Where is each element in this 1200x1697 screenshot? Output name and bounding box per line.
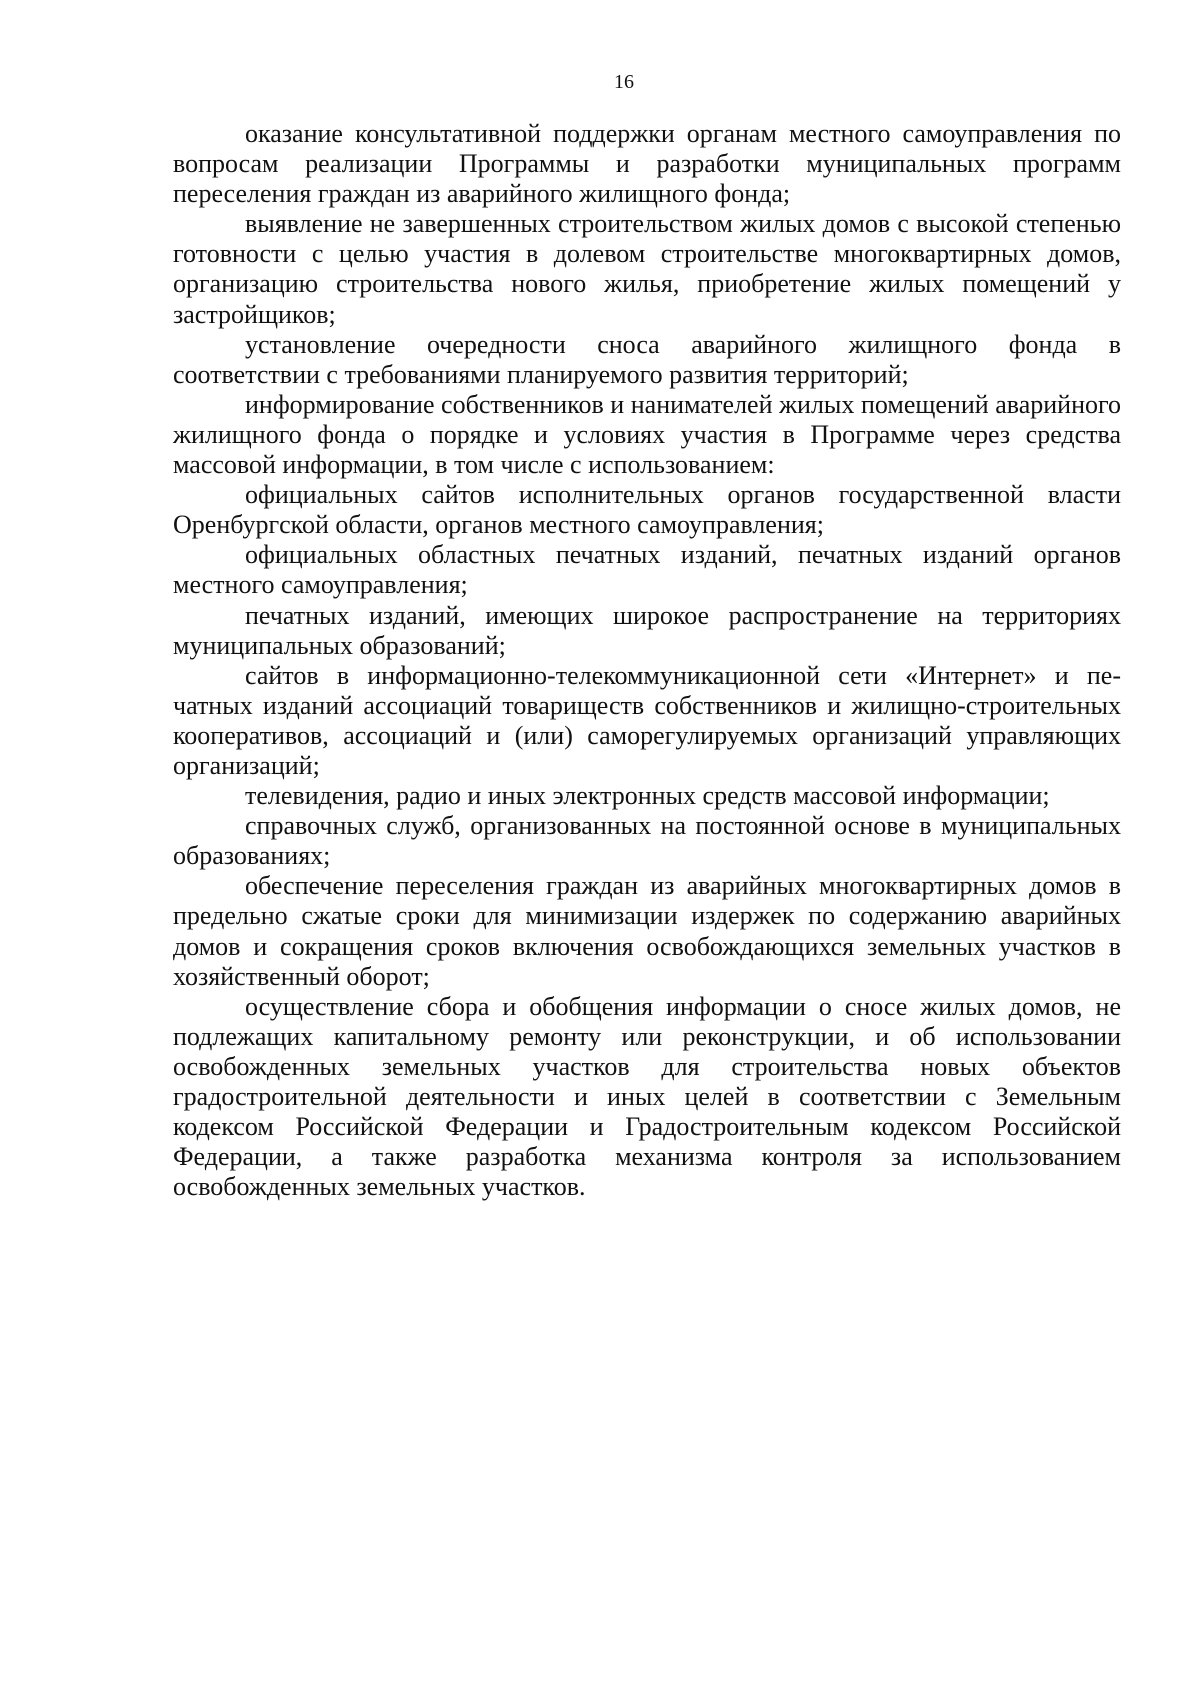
page-number: 16	[614, 71, 634, 93]
document-body	[173, 119, 1121, 1202]
paragraph-informing-owners: информирование собственников и нанимателей жилых помещений аварийного жилищного фонда о порядке и условиях участия в Программе через средства массовой информации, в том числе с использованием:	[173, 389, 1121, 480]
paragraph-demolition-info: осуществление сбора и обобщения информации о сносе жилых домов, не подлежащих капитальному ремонту или реконструкции, и об использовании освобожденных земельных участков для строительства новых объектов градостроительной деятельности и иных целей в соответствии с Земельным кодексом Российской Федерации и Градостроительным кодексом Российской Федерации, а также разработка механизма контроля за использованием освобожденных земельных участков.	[173, 991, 1121, 1202]
paragraph-official-sites: официальных сайтов исполнительных органов государственной власти Оренбургской области, органов местного самоуправления;	[173, 480, 1121, 540]
paragraph-unfinished-construction: выявление не завершенных строительством жилых домов с высокой степенью готовности с целью участия в долевом строительстве многоквартирных домов, организацию строительства нового жилья, приобретение жилых помещений у застройщиков;	[173, 209, 1121, 329]
paragraph-resettlement: обеспечение переселения граждан из аварийных многоквартирных домов в предельно сжатые сроки для минимизации издержек по содержанию аварийных домов и сокращения сроков включения освобождающихся земельных участков в хозяйственный оборот;	[173, 871, 1121, 991]
paragraph-demolition-order: установление очередности сноса аварийного жилищного фонда в соответствии с требованиями планируемого развития территорий;	[173, 329, 1121, 389]
paragraph-reference-services: справочных служб, организованных на постоянной основе в муниципальных образованиях;	[173, 811, 1121, 871]
paragraph-official-print: официальных областных печатных изданий, печатных изданий органов местного самоуправления;	[173, 540, 1121, 600]
paragraph-internet-sites: сайтов в информационно-телекоммуникационной сети «Интернет» и печатных изданий ассоциаций товариществ собственников и жилищно-строительных кооперативов, ассоциаций и (или) саморегулируемых организаций управляющих организаций;	[173, 660, 1121, 780]
paragraph-consulting-support: оказание консультативной поддержки органам местного самоуправления по вопросам реализации Программы и разработки муниципальных программ переселения граждан из аварийного жилищного фонда;	[173, 119, 1121, 209]
paragraph-television-radio: телевидения, радио и иных электронных средств массовой информации;	[245, 781, 1050, 811]
paragraph-wide-print: печатных изданий, имеющих широкое распространение на территориях муниципальных образований;	[173, 600, 1121, 660]
